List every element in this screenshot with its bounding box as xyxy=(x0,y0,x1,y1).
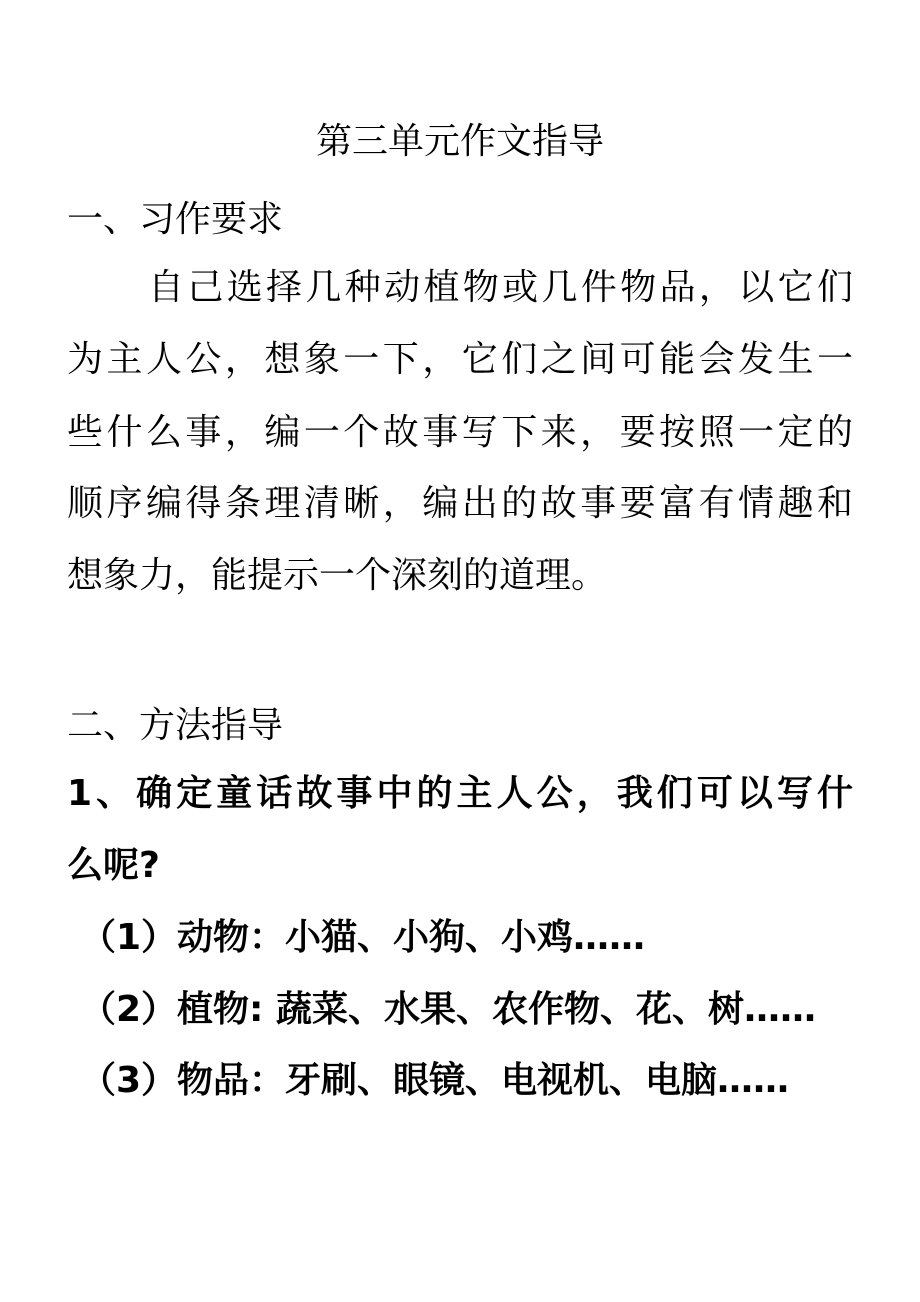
list-item-plants: （2）植物: 蔬菜、水果、农作物、花、树…… xyxy=(80,989,816,1030)
list-item-objects: （3）物品：牙刷、眼镜、电视机、电脑…… xyxy=(80,1060,790,1101)
paragraph-line: 些什么事，编一个故事写下来，要按照一定的 xyxy=(67,412,853,453)
document-title: 第三单元作文指导 xyxy=(315,121,604,162)
section-heading-requirements: 一、习作要求 xyxy=(67,199,284,240)
point-heading-line: 么呢? xyxy=(67,845,160,886)
paragraph-line: 想象力，能提示一个深刻的道理。 xyxy=(67,555,608,596)
paragraph-line: 自己选择几种动植物或几件物品，以它们 xyxy=(148,267,853,308)
paragraph-line: 为主人公，想象一下，它们之间可能会发生一 xyxy=(67,339,853,380)
section-heading-method: 二、方法指导 xyxy=(67,705,284,746)
list-item-animals: （1）动物：小猫、小狗、小鸡…… xyxy=(80,917,646,958)
paragraph-line: 顺序编得条理清晰，编出的故事要富有情趣和 xyxy=(67,483,853,524)
point-heading-line: 1、确定童话故事中的主人公，我们可以写什 xyxy=(67,773,853,814)
